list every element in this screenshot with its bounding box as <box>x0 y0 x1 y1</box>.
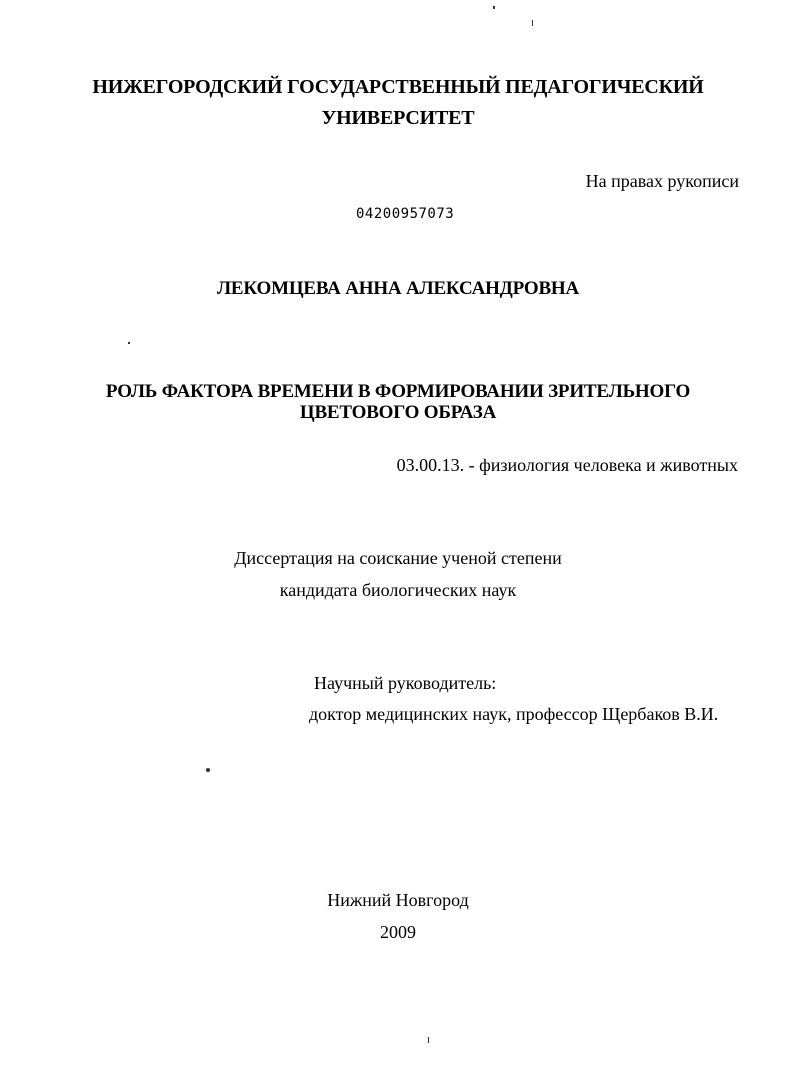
manuscript-note: На правах рукописи <box>585 171 739 191</box>
specialty-code: 03.00.13. - физиология человека и животных <box>396 455 738 475</box>
supervisor-name: доктор медицинских наук, профессор Щербаков В.И. <box>309 704 719 724</box>
year: 2009 <box>380 922 416 942</box>
degree-line1: Диссертация на соискание ученой степени <box>234 548 562 568</box>
scan-speck <box>128 342 130 344</box>
scan-speck <box>493 6 495 9</box>
degree-line2: кандидата биологических наук <box>279 580 517 600</box>
author-name: ЛЕКОМЦЕВА АННА АЛЕКСАНДРОВНА <box>216 278 580 299</box>
city: Нижний Новгород <box>327 890 469 910</box>
university-name-line2: УНИВЕРСИТЕТ <box>321 107 475 129</box>
dissertation-title-line2: ЦВЕТОВОГО ОБРАЗА <box>299 402 497 423</box>
scan-speck <box>428 1037 429 1043</box>
catalog-number: 04200957073 <box>356 206 455 222</box>
dissertation-title-line1: РОЛЬ ФАКТОРА ВРЕМЕНИ В ФОРМИРОВАНИИ ЗРИТЕЛЬНОГО <box>105 381 691 402</box>
university-name-line1: НИЖЕГОРОДСКИЙ ГОСУДАРСТВЕННЫЙ ПЕДАГОГИЧЕСКИЙ <box>92 76 704 98</box>
scan-speck <box>532 20 533 26</box>
scan-speck <box>206 768 210 772</box>
supervisor-label: Научный руководитель: <box>314 673 497 693</box>
